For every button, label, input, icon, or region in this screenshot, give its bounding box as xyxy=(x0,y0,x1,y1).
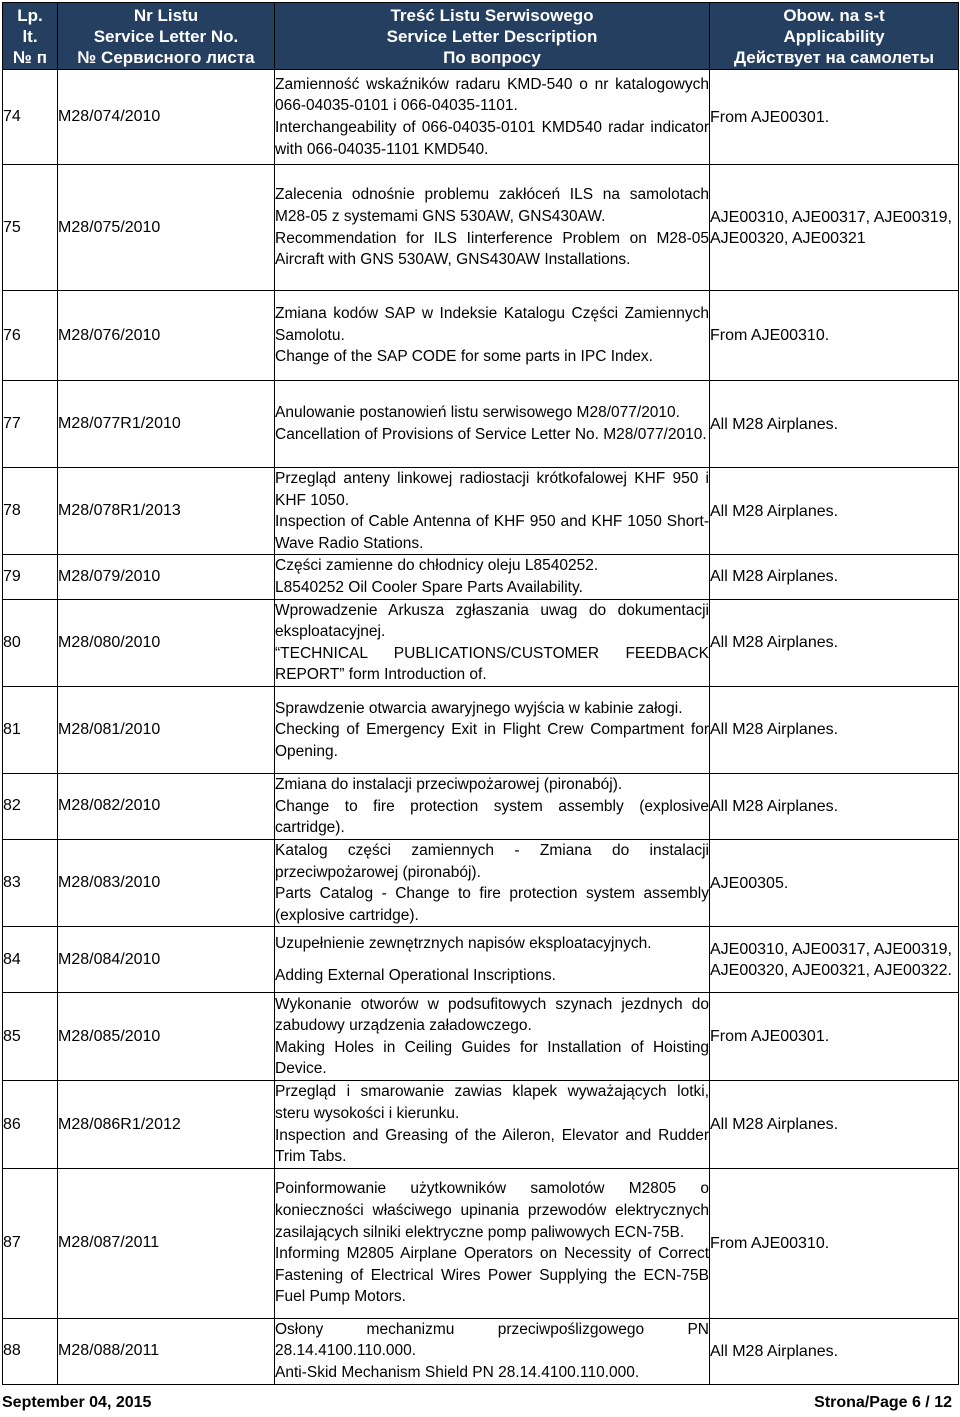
table-row xyxy=(3,555,959,599)
row-letter-no: M28/083/2010 xyxy=(58,839,275,926)
row-applicability: All M28 Airplanes. xyxy=(710,468,959,555)
row-letter-no: M28/087/2011 xyxy=(58,1168,275,1318)
row-lp: 79 xyxy=(3,555,58,599)
row-lp: 80 xyxy=(3,599,58,686)
row-applicability: From AJE00301. xyxy=(710,70,959,165)
row-lp: 87 xyxy=(3,1168,58,1318)
desc-en: Anti-Skid Mechanism Shield PN 28.14.4100.110.000. xyxy=(275,1363,640,1381)
row-lp: 88 xyxy=(3,1318,58,1384)
table-header-row xyxy=(3,3,959,70)
desc-pl: Przegląd anteny linkowej radiostacji krótkofalowej KHF 950 i KHF 1050. xyxy=(275,470,709,509)
row-description xyxy=(275,1318,710,1384)
row-lp: 83 xyxy=(3,839,58,926)
header-lp-line: № п xyxy=(13,47,47,67)
row-lp: 78 xyxy=(3,468,58,555)
row-letter-no: M28/082/2010 xyxy=(58,773,275,839)
desc-pl: Osłony mechanizmu przeciwpoślizgowego PN 28.14.4100.110.000. xyxy=(275,1320,709,1360)
row-applicability: All M28 Airplanes. xyxy=(710,1318,959,1384)
footer-date: September 04, 2015 xyxy=(2,1394,152,1411)
row-lp: 81 xyxy=(3,686,58,773)
row-applicability: All M28 Airplanes. xyxy=(710,555,959,599)
desc-pl: Katalog części zamiennych - Zmiana do instalacji przeciwpożarowej (pironabój). xyxy=(275,841,709,881)
row-description xyxy=(275,1168,710,1318)
header-lp-line: Lp. xyxy=(17,5,43,25)
header-app-line: Applicability xyxy=(783,26,885,46)
row-lp: 75 xyxy=(3,165,58,291)
table-row xyxy=(3,927,959,993)
row-letter-no: M28/074/2010 xyxy=(58,70,275,165)
row-letter-no: M28/080/2010 xyxy=(58,599,275,686)
row-letter-no: M28/079/2010 xyxy=(58,555,275,599)
desc-en: Informing M2805 Airplane Operators on Necessity of Correct Fastening of Electrical Wires Power Supplying the ECN-75B Fuel Pump Motors. xyxy=(275,1245,709,1306)
desc-pl: Przegląd i smarowanie zawias klapek wyważających lotki, steru wysokości i kierunku. xyxy=(275,1083,709,1122)
row-letter-no: M28/081/2010 xyxy=(58,686,275,773)
row-letter-no: M28/088/2011 xyxy=(58,1318,275,1384)
table-row xyxy=(3,599,959,686)
row-lp: 86 xyxy=(3,1081,58,1168)
service-letter-table xyxy=(2,2,959,1385)
header-nr-line: № Сервисного листа xyxy=(77,47,255,67)
row-lp: 76 xyxy=(3,291,58,381)
header-desc-line: Treść Listu Serwisowego xyxy=(390,5,594,25)
header-app-line: Obow. na s-t xyxy=(783,5,885,25)
row-applicability: AJE00310, AJE00317, AJE00319, AJE00320, AJE00321, AJE00322. xyxy=(710,927,959,993)
desc-en: Cancellation of Provisions of Service Letter No. M28/077/2010. xyxy=(275,426,707,443)
row-description xyxy=(275,686,710,773)
desc-pl: Zamienność wskaźników radaru KMD-540 o nr katalogowych 066-04035-0101 i 066-04035-1101. xyxy=(275,75,709,115)
row-description xyxy=(275,773,710,839)
row-description xyxy=(275,468,710,555)
header-desc xyxy=(275,3,710,70)
row-description xyxy=(275,1081,710,1168)
header-lp xyxy=(3,3,58,70)
header-app-line: Действует на самолеты xyxy=(733,47,935,67)
desc-en: Checking of Emergency Exit in Flight Crew Compartment for Opening. xyxy=(275,721,709,760)
row-lp: 74 xyxy=(3,70,58,165)
row-applicability: From AJE00310. xyxy=(710,1168,959,1318)
row-description xyxy=(275,927,710,993)
row-applicability: AJE00310, AJE00317, AJE00319, AJE00320, AJE00321 xyxy=(710,165,959,291)
desc-en: “TECHNICAL PUBLICATIONS/CUSTOMER FEEDBACK REPORT” form Introduction of. xyxy=(275,644,709,684)
table-row xyxy=(3,468,959,555)
header-nr-line: Service Letter No. xyxy=(93,26,239,46)
desc-en: Inspection and Greasing of the Aileron, Elevator and Rudder Trim Tabs. xyxy=(275,1126,709,1166)
row-description xyxy=(275,993,710,1081)
desc-en: Change to fire protection system assembly (explosive cartridge). xyxy=(275,797,709,837)
row-description xyxy=(275,70,710,165)
desc-en: L8540252 Oil Cooler Spare Parts Availability. xyxy=(275,578,583,596)
table-row xyxy=(3,165,959,291)
header-nr-line: Nr Listu xyxy=(133,5,199,25)
row-letter-no: M28/077R1/2010 xyxy=(58,381,275,468)
table-row xyxy=(3,381,959,468)
row-letter-no: M28/084/2010 xyxy=(58,927,275,993)
row-description xyxy=(275,839,710,926)
desc-pl: Zmiana kodów SAP w Indeksie Katalogu Części Zamiennych Samolotu. xyxy=(275,305,709,344)
row-letter-no: M28/085/2010 xyxy=(58,993,275,1081)
desc-en: Adding External Operational Inscriptions. xyxy=(275,966,556,984)
row-description xyxy=(275,165,710,291)
header-lp-line: lt. xyxy=(22,26,38,46)
desc-pl: Sprawdzenie otwarcia awaryjnego wyjścia w kabinie załogi. xyxy=(275,699,683,717)
desc-en: Recommendation for ILS Iinterference Problem on M28-05 Aircraft with GNS 530AW, GNS430AW Installations. xyxy=(275,229,709,269)
row-description xyxy=(275,381,710,468)
row-description xyxy=(275,291,710,381)
row-letter-no: M28/078R1/2013 xyxy=(58,468,275,555)
table-row xyxy=(3,839,959,926)
row-description xyxy=(275,555,710,599)
desc-pl: Poinformowanie użytkowników samolotów M2805 o konieczności właściwego upinania przewodów elektrycznych zasilających silniki elektryczne pomp paliwowych ECN-75B. xyxy=(275,1180,709,1241)
table-row xyxy=(3,1168,959,1318)
table-row xyxy=(3,291,959,381)
desc-pl: Zmiana do instalacji przeciwpożarowej (pironabój). xyxy=(275,776,623,794)
row-lp: 82 xyxy=(3,773,58,839)
header-app xyxy=(710,3,959,70)
row-applicability: All M28 Airplanes. xyxy=(710,599,959,686)
row-applicability: All M28 Airplanes. xyxy=(710,773,959,839)
row-applicability: AJE00305. xyxy=(710,839,959,926)
row-description xyxy=(275,599,710,686)
row-applicability: All M28 Airplanes. xyxy=(710,686,959,773)
row-applicability: All M28 Airplanes. xyxy=(710,1081,959,1168)
footer-page-number: Strona/Page 6 / 12 xyxy=(814,1394,952,1411)
table-row xyxy=(3,70,959,165)
row-letter-no: M28/086R1/2012 xyxy=(58,1081,275,1168)
desc-en: Change of the SAP CODE for some parts in IPC Index. xyxy=(275,348,653,366)
row-lp: 77 xyxy=(3,381,58,468)
desc-pl: Części zamienne do chłodnicy oleju L8540252. xyxy=(275,557,599,575)
table-row xyxy=(3,1081,959,1168)
desc-pl: Wykonanie otworów w podsufitowych szynach jezdnych do zabudowy urządzenia załadowczego. xyxy=(275,995,709,1035)
row-applicability: From AJE00301. xyxy=(710,993,959,1081)
table-row xyxy=(3,686,959,773)
table-row xyxy=(3,1318,959,1384)
header-desc-line: Service Letter Description xyxy=(386,26,598,46)
table-row xyxy=(3,993,959,1081)
desc-pl: Wprowadzenie Arkusza zgłaszania uwag do dokumentacji eksploatacyjnej. xyxy=(275,601,709,641)
desc-en: Parts Catalog - Change to fire protection system assembly (explosive cartridge). xyxy=(275,885,709,924)
row-letter-no: M28/075/2010 xyxy=(58,165,275,291)
row-letter-no: M28/076/2010 xyxy=(58,291,275,381)
row-applicability: All M28 Airplanes. xyxy=(710,381,959,468)
header-nr xyxy=(58,3,275,70)
desc-pl: Zalecenia odnośnie problemu zakłóceń ILS na samolotach M28-05 z systemami GNS 530AW, GNS430AW. xyxy=(275,186,709,225)
header-desc-line: По вопросу xyxy=(443,47,541,67)
row-applicability: From AJE00310. xyxy=(710,291,959,381)
desc-en: Making Holes in Ceiling Guides for Installation of Hoisting Device. xyxy=(275,1038,709,1078)
desc-pl: Anulowanie postanowień listu serwisowego M28/077/2010. xyxy=(275,404,680,422)
desc-en: Inspection of Cable Antenna of KHF 950 and KHF 1050 Short-Wave Radio Stations. xyxy=(275,513,709,552)
table-row xyxy=(3,773,959,839)
desc-pl: Uzupełnienie zewnętrznych napisów eksploatacyjnych. xyxy=(275,935,652,953)
row-lp: 84 xyxy=(3,927,58,993)
desc-en: Interchangeability of 066-04035-0101 KMD540 radar indicator with 066-04035-1101 KMD540. xyxy=(275,119,709,158)
row-lp: 85 xyxy=(3,993,58,1081)
